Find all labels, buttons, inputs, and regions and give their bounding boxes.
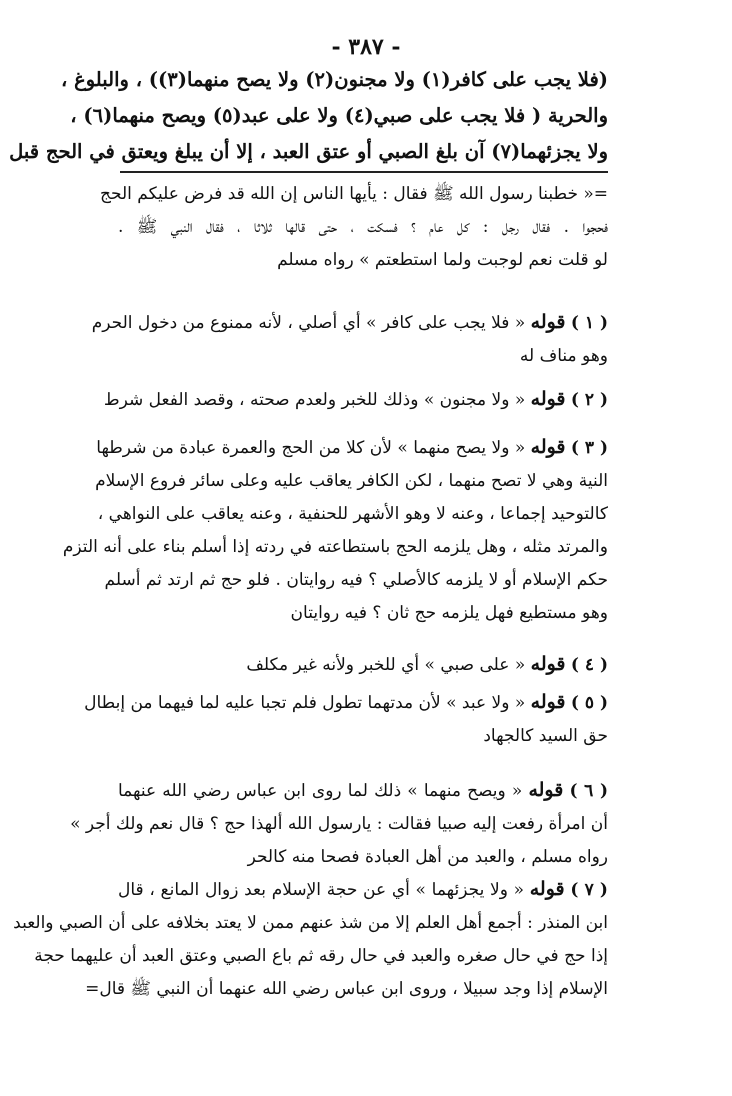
commentary-line: الإسلام إذا وجد سبيلا ، وروى ابن عباس رضي الله عنهما أن النبي ﷺ قال= — [85, 979, 608, 999]
qawluhu-label: قوله — [529, 878, 565, 900]
commentary-line: النية وهي لا تصح منهما ، لكن الكافر يعاقب عليه وعلى سائر فروع الإسلام — [95, 471, 608, 491]
footnote-number: ( ١ ) — [570, 313, 608, 333]
footnote-text: « ولا عبد » لأن مدتهما تطول فلم تجبا عليه لما فيهما من إبطال — [84, 693, 526, 713]
commentary-line: =« خطبنا رسول الله ﷺ فقال : يأيها الناس إن الله قد فرض عليكم الحج — [100, 184, 608, 204]
commentary-line — [118, 648, 608, 682]
commentary-line — [118, 774, 608, 808]
main-text — [9, 62, 608, 170]
footnote-text: « ولا يجزئهما » أي عن حجة الإسلام بعد زوال المانع ، قال — [118, 880, 525, 900]
commentary-line — [96, 431, 608, 465]
footnote-text: « فلا يجب على كافر » أي أصلي ، لأنه ممنوع من دخول الحرم — [91, 313, 526, 333]
main-text-line: ولا يجزئهما(٧) آن بلغ الصبي أو عتق العبد ، إلا أن يبلغ ويعتق في الحج قبل — [9, 140, 608, 163]
footnote-7 — [13, 873, 608, 1006]
footnote-number: ( ٣ ) — [570, 438, 608, 458]
footnote-6 — [70, 774, 609, 874]
footnote-number: ( ٤ ) — [570, 655, 608, 675]
commentary-line: أن امرأة رفعت إليه صبيا فقالت : يارسول الله ألهذا حج ؟ قال نعم ولك أجر » — [70, 814, 608, 834]
commentary-line: حكم الإسلام أو لا يلزمه كالأصلي ؟ فيه روايتان . فلو حج ثم ارتد ثم أسلم — [104, 570, 608, 590]
footnote-3 — [62, 431, 608, 630]
qawluhu-label: قوله — [530, 311, 566, 333]
qawluhu-label: قوله — [530, 436, 566, 458]
commentary-line: والمرتد مثله ، وهل يلزمه الحج باستطاعته في ردته إذا أسلم بناء على أنه التزم — [62, 537, 608, 557]
commentary-line — [103, 383, 608, 417]
footnote-number: ( ٥ ) — [570, 693, 608, 713]
commentary-line: إذا حج في حال صغره والعبد في حال رقه ثم باع الصبي وعتق العبد أن عليهما حجة — [34, 946, 608, 966]
commentary-line: وهو مناف له — [519, 346, 608, 366]
commentary-line: فحجوا . فقال رجل : كل عام ؟ فسكت ، حتى قالها ثلاثا ، فقال النبي ﷺ . — [118, 217, 608, 237]
qawluhu-label: قوله — [528, 779, 564, 801]
footnote-text: « ولا يصح منهما » لأن كلا من الحج والعمرة عبادة من شرطها — [96, 438, 526, 458]
commentary-line — [91, 306, 608, 340]
page-number: - ٣٨٧ - — [331, 34, 401, 60]
commentary-line: كالتوحيد إجماعا ، وعنه لا وهو الأشهر للحنفية ، وعنه يعاقب على النواهي ، — [97, 504, 608, 524]
commentary-line: حق السيد كالجهاد — [483, 726, 608, 746]
main-text-line: والحرية ( فلا يجب على صبي(٤) ولا على عبد(٥) ويصح منهما(٦) ، — [70, 104, 608, 127]
footnote-text: « ولا مجنون » وذلك للخبر ولعدم صحته ، وقصد الفعل شرط — [103, 390, 526, 410]
qawluhu-label: قوله — [530, 653, 566, 675]
footnote-text: « على صبي » أي للخبر ولأنه غير مكلف — [246, 655, 526, 675]
footnote-number: ( ٧ ) — [570, 880, 608, 900]
footnote-1 — [91, 306, 608, 373]
footnote-number: ( ٦ ) — [569, 781, 609, 801]
footnote-divider — [120, 171, 608, 173]
commentary-line: ابن المنذر : أجمع أهل العلم إلا من شذ عنهم ممن لا يعتد بخلافه على أن الصبي والعبد — [13, 913, 608, 933]
footnote-5 — [84, 686, 608, 753]
commentary-line: وهو مستطيع فهل يلزمه حج ثان ؟ فيه روايتان — [290, 603, 608, 623]
footnote-text: « ويصح منهما » ذلك لما روى ابن عباس رضي الله عنهما — [118, 781, 523, 801]
footnote-number: ( ٢ ) — [570, 390, 608, 410]
qawluhu-label: قوله — [530, 691, 566, 713]
footnote-2 — [103, 383, 608, 417]
continued-hadith — [100, 178, 608, 277]
main-text-line: (فلا يجب على كافر(١) ولا مجنون(٢) ولا يصح منهما(٣)) ، والبلوغ ، — [61, 68, 608, 91]
commentary-line — [84, 686, 608, 720]
commentary-line: لو قلت نعم لوجبت ولما استطعتم » رواه مسلم — [277, 250, 608, 270]
commentary-line: رواه مسلم ، والعبد من أهل العبادة فصحا منه كالحر — [247, 847, 608, 867]
commentary-line — [118, 873, 608, 907]
footnote-4 — [118, 648, 608, 682]
qawluhu-label: قوله — [530, 388, 566, 410]
